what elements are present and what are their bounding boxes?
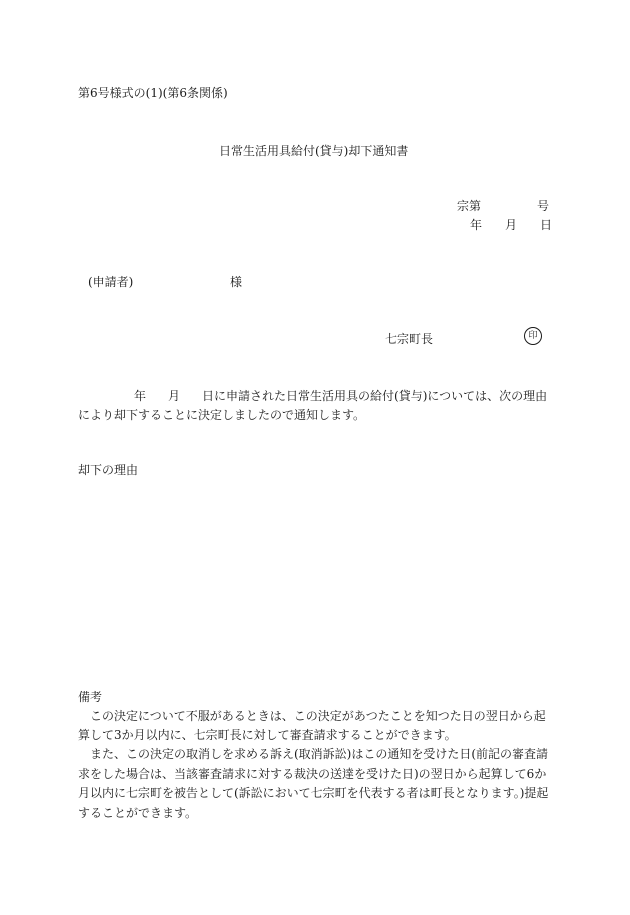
remarks-paragraph-lawsuit: また、この決定の取消しを求める訴え(取消訴訟)はこの通知を受けた日(前記の審査請求をした場合は、当該審査請求に対する裁決の送達を受けた日)の翌日から起算して6か月以内に七宗町を被告として(訴訟において七宗町を代表する者は町長となります。)提起することができます。 [78, 747, 549, 820]
issue-date-year-label: 年 [470, 218, 483, 232]
issuer-title: 七宗町長 [385, 332, 434, 346]
issue-date-day-label: 日 [540, 218, 553, 232]
document-title: 日常生活用具給付(貸与)却下通知書 [219, 144, 409, 158]
reference-number-suffix: 号 [537, 199, 550, 213]
reference-number-prefix: 宗第 [457, 199, 482, 213]
remarks-paragraph-appeal: この決定について不服があるときは、この決定があつたことを知つた日の翌日から起算して3か月以内に、七宗町長に対して審査請求することができます。 [78, 709, 546, 742]
notice-body-text: 日に申請された日常生活用具の給付(貸与)については、次の理由により却下することに決定しましたので通知します。 [78, 389, 548, 422]
application-month-label: 月 [168, 389, 181, 403]
remarks-heading: 備考 [78, 690, 103, 704]
notice-body [78, 387, 552, 425]
form-number: 第6号様式の(1)(第6条関係) [78, 86, 228, 100]
applicant-honorific: 様 [230, 275, 243, 289]
issue-date-month-label: 月 [505, 218, 518, 232]
applicant-label: (申請者) [88, 275, 134, 289]
rejection-reason-heading: 却下の理由 [78, 463, 139, 477]
seal-icon: 印 [524, 327, 542, 345]
application-year-label: 年 [134, 389, 147, 403]
